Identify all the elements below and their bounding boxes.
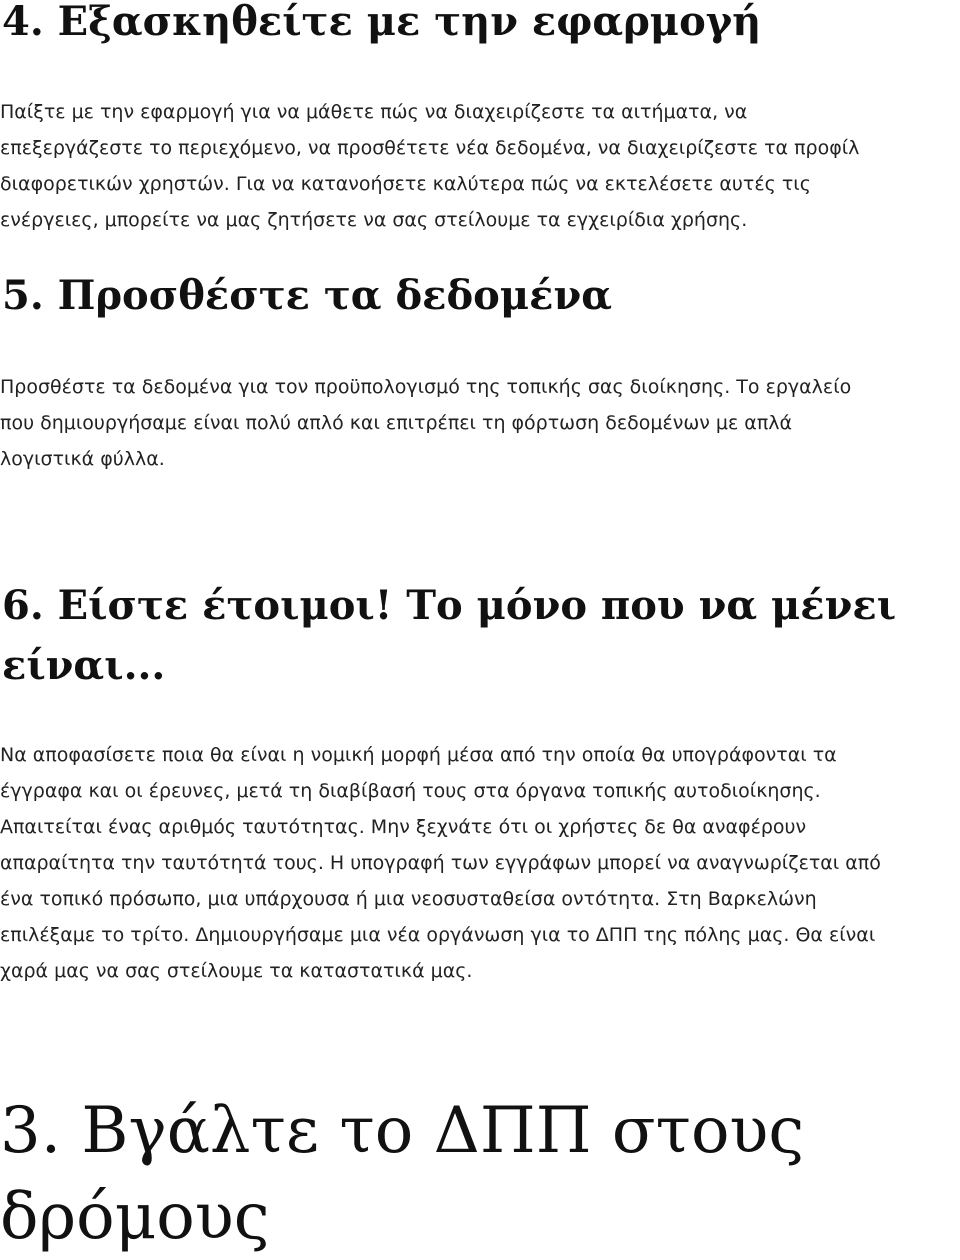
heading-line: δρόμους [0, 1180, 270, 1254]
paragraph-line: επιλέξαμε το τρίτο. Δημιουργήσαμε μια νέα οργάνωση για το ΔΠΠ της πόλης μας. Θα είναι [0, 924, 876, 946]
paragraph-line: επεξεργάζεστε το περιεχόμενο, να προσθέτετε νέα δεδομένα, να διαχειρίζεστε τα προφίλ [0, 137, 860, 159]
section-6-heading [2, 576, 896, 696]
section-4-heading: 4. Εξασκηθείτε με την εφαρμογή [2, 0, 762, 45]
paragraph-line: ενέργειες, μπορείτε να μας ζητήσετε να σας στείλουμε τα εγχειρίδια χρήσης. [0, 209, 748, 231]
section-5-heading: 5. Προσθέστε τα δεδομένα [2, 272, 612, 319]
paragraph-line: έγγραφα και οι έρευνες, μετά τη διαβίβασή τους στα όργανα τοπικής αυτοδιοίκησης. [0, 780, 821, 802]
paragraph-line: Προσθέστε τα δεδομένα για τον προϋπολογισμό της τοπικής σας διοίκησης. Το εργαλείο [0, 376, 852, 398]
chapter-3-heading [0, 1088, 804, 1260]
paragraph-line: Να αποφασίσετε ποια θα είναι η νομική μορφή μέσα από την οποία θα υπογράφονται τα [0, 744, 837, 766]
paragraph-line: λογιστικά φύλλα. [0, 448, 165, 470]
paragraph-line: Απαιτείται ένας αριθμός ταυτότητας. Μην ξεχνάτε ότι οι χρήστες δε θα αναφέρουν [0, 816, 807, 838]
section-4-paragraph [0, 94, 859, 238]
paragraph-line: ένα τοπικό πρόσωπο, μια υπάρχουσα ή μια νεοσυσταθείσα οντότητα. Στη Βαρκελώνη [0, 888, 817, 910]
paragraph-line: χαρά μας να σας στείλουμε τα καταστατικά μας. [0, 960, 473, 982]
paragraph-line: Παίξτε με την εφαρμογή για να μάθετε πώς να διαχειρίζεστε τα αιτήματα, να [0, 101, 748, 123]
heading-line: 3. Βγάλτε το ΔΠΠ στους [0, 1094, 805, 1168]
section-6-paragraph [0, 737, 881, 989]
heading-line: είναι... [2, 642, 166, 689]
section-5-paragraph [0, 369, 851, 477]
paragraph-line: διαφορετικών χρηστών. Για να κατανοήσετε καλύτερα πώς να εκτελέσετε αυτές τις [0, 173, 811, 195]
heading-line: 6. Είστε έτοιμοι! Το μόνο που να μένει [2, 582, 897, 629]
paragraph-line: που δημιουργήσαμε είναι πολύ απλό και επιτρέπει τη φόρτωση δεδομένων με απλά [0, 412, 793, 434]
paragraph-line: απαραίτητα την ταυτότητά τους. Η υπογραφή των εγγράφων μπορεί να αναγνωρίζεται από [0, 852, 881, 874]
